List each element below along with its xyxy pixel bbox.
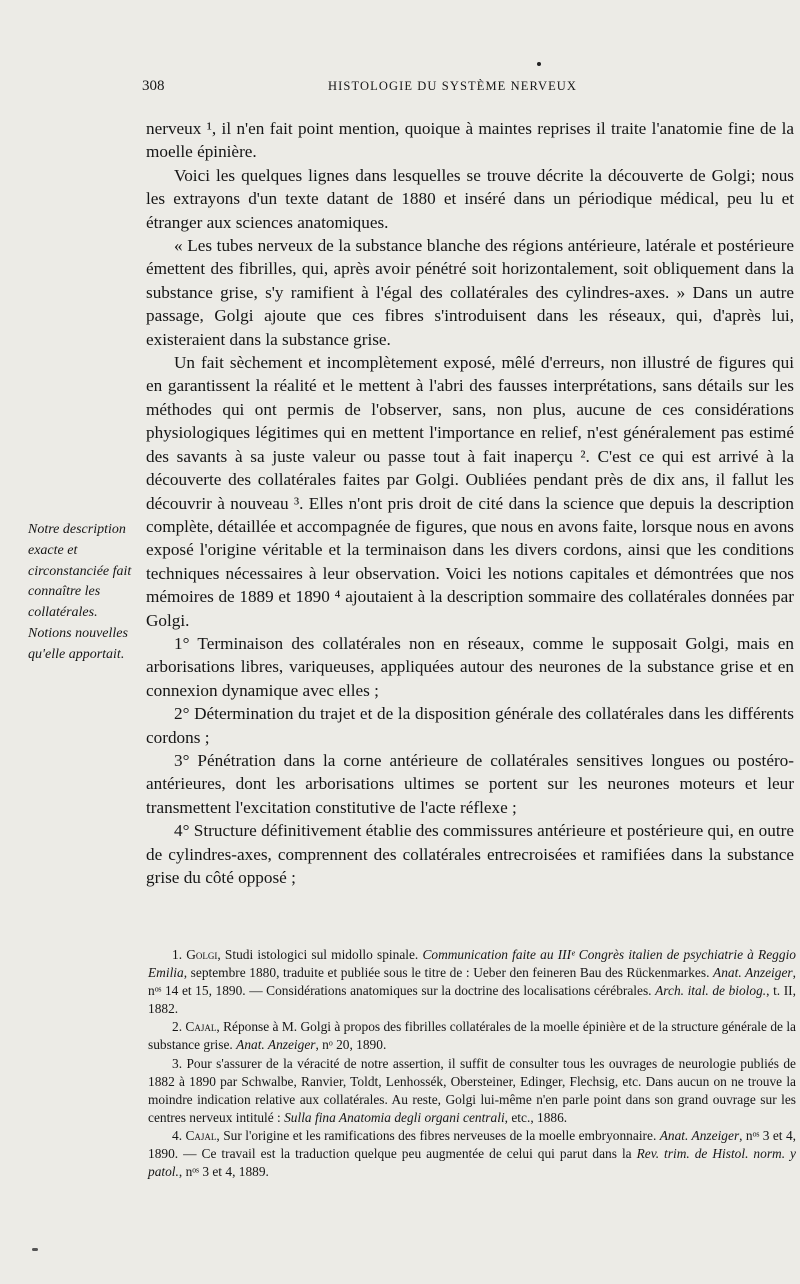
footnote-1-text: , Studi istologici sul midollo spinale. xyxy=(217,947,423,962)
footnote-4-text-2: , nᵒˢ 3 et 4, 1890. — Ce travail est la traduction quelque peu augmentée de celui qui parut dans la xyxy=(148,1127,796,1162)
footnote-2 xyxy=(148,1018,796,1054)
footnote-1-source: Communication faite au IIIᵉ Congrès italien de psychiatrie à Reggio Emilia xyxy=(148,947,796,981)
footnote-2-number: 2. xyxy=(172,1019,183,1035)
paragraph-5-item-1: 1° Terminaison des collatérales non en réseaux, comme le supposait Golgi, mais en arborisations libres, variqueuses, appliquées autour des neurones de la substance grise et en connexion dynamique avec elles ; xyxy=(146,633,794,700)
paragraph-2: Voici les quelques lignes dans lesquelles se trouve décrite la découverte de Golgi; nous les extrayons d'un texte datant de 1880 et inséré dans un périodique médical, peu lu et étranger aux sciences anatomiques. xyxy=(146,165,794,232)
footnote-1-text-3: , nᵒˢ 14 et 15, 1890. — Considérations anatomiques sur la doctrine des localisations cérébrales. xyxy=(148,965,796,999)
footnote-1-journal: Anat. Anzeiger xyxy=(713,965,793,981)
paragraph-6-item-2: 2° Détermination du trajet et de la disposition générale des collatérales dans les différents cordons ; xyxy=(146,704,794,747)
footnote-2-journal: Anat. Anzeiger xyxy=(236,1037,316,1053)
footnote-2-text: , Réponse à M. Golgi à propos des fibrilles collatérales de la moelle épinière et de la structure générale de la substance grise. xyxy=(148,1019,796,1053)
main-text xyxy=(146,117,794,889)
footnote-1-author: Golgi xyxy=(186,947,218,962)
footnote-3-number: 3. xyxy=(172,1055,183,1071)
footnote-4-journal: Anat. Anzeiger xyxy=(659,1127,740,1143)
footnote-4-text: , Sur l'origine et les ramifications des fibres nerveuses de la moelle embryonnaire. xyxy=(216,1127,660,1143)
footnote-4 xyxy=(148,1127,796,1181)
footnote-1 xyxy=(148,946,796,1018)
footnote-3-title: Sulla fina Anatomia degli organi centrali xyxy=(284,1109,505,1125)
print-smudge xyxy=(32,1248,38,1251)
footnote-1-number: 1. xyxy=(172,947,183,962)
footnotes xyxy=(148,946,796,1181)
footnote-4-number: 4. xyxy=(172,1127,183,1143)
paragraph-1: nerveux ¹, il n'en fait point mention, quoique à maintes reprises il traite l'anatomie fine de la moelle épinière. xyxy=(146,119,794,162)
footnote-3-text-2: , etc., 1886. xyxy=(504,1109,568,1125)
running-title: HISTOLOGIE DU SYSTÈME NERVEUX xyxy=(328,79,578,93)
footnote-3-text: Pour s'assurer de la véracité de notre assertion, il suffit de consulter tous les ouvrages de neurologie publiés de 1882 à 1890 par Schwalbe, Ranvier, Toldt, Lenhossék, Obersteiner, Edinger, Flechsig, etc. Dans aucun on ne trouve la moindre indication relative aux collatérales. Au reste, Golgi lui-même n'en parle point dans son grand ouvrage sur les centres nerveux intitulé : xyxy=(148,1055,796,1125)
footnote-2-author: Cajal xyxy=(185,1019,217,1035)
footnote-1-text-2: , septembre 1880, traduite et publiée sous le titre de : Ueber den feineren Bau des Rückenmarkes. xyxy=(183,965,714,981)
footnote-3 xyxy=(148,1055,796,1127)
paragraph-3-quote: « Les tubes nerveux de la substance blanche des régions antérieure, latérale et postérieure émettent des fibrilles, qui, après avoir pénétré soit horizontalement, soit obliquement dans la substance grise, s'y ramifient à l'égal des collatérales des cylindres-axes. » Dans un autre passage, Golgi ajoute que ces fibres s'introduisent dans les réseaux, qui, d'après lui, existeraient dans la substance grise. xyxy=(146,236,794,349)
footnote-4-journal-2: Rev. trim. de Histol. norm. y patol. xyxy=(148,1146,796,1180)
paragraph-7-item-3: 3° Pénétration dans la corne antérieure de collatérales sensitives longues ou postéro-antérieures, dont les arborisations ultimes se portent sur les neurones moteurs et leur transmettent l'excitation constitutive de l'acte réflexe ; xyxy=(146,750,794,817)
paragraph-8-item-4: 4° Structure définitivement établie des commissures antérieure et postérieure qui, en outre de cylindres-axes, comprennent des collatérales entrecroisées et ramifiées dans la substance grise du côté opposé ; xyxy=(146,821,794,887)
paragraph-4: Un fait sèchement et incomplètement exposé, mêlé d'erreurs, non illustré de figures qui en garantissent la réalité et le mettent à l'abri des fausses interprétations, sans détails sur les méthodes qui ont permis de l'observer, sans, non plus, aucune de ces considérations physiologiques légitimes qui en mettent l'importance en relief, n'est généralement pas estimé des savants à sa juste valeur ou passe tout à fait inaperçu ². C'est ce qui est arrivé à la découverte des collatérales faites par Golgi. Oubliées pendant près de dix ans, il fallut les découvrir à nouveau ³. Elles n'ont pris droit de cité dans la science que depuis la description complète, détaillée et accompagnée de figures, que nous en avons faite, lorsque nous en avons exposé l'origine véritable et la terminaison dans les divers cordons, ainsi que les conditions techniques nécessaires à leur observation. Voici les notions capitales et démontrées que nos mémoires de 1889 et 1890 ⁴ ajoutaient à la description sommaire des collatérales données par Golgi. xyxy=(146,353,794,630)
page-header xyxy=(142,78,797,100)
footnote-4-author: Cajal xyxy=(185,1127,217,1143)
print-speck xyxy=(537,62,541,66)
footnote-4-text-3: , nᵒˢ 3 et 4, 1889. xyxy=(178,1164,269,1180)
page-number: 308 xyxy=(142,78,165,94)
footnote-2-text-2: , nᵒ 20, 1890. xyxy=(315,1037,387,1053)
footnote-1-text-4: , t. II, 1882. xyxy=(148,983,796,1017)
margin-note: Notre description exacte et circonstanciée fait connaître les collatérales. Notions nouvelles qu'elle apportait. xyxy=(28,522,132,662)
footnote-1-journal-2: Arch. ital. de biolog. xyxy=(655,983,767,999)
